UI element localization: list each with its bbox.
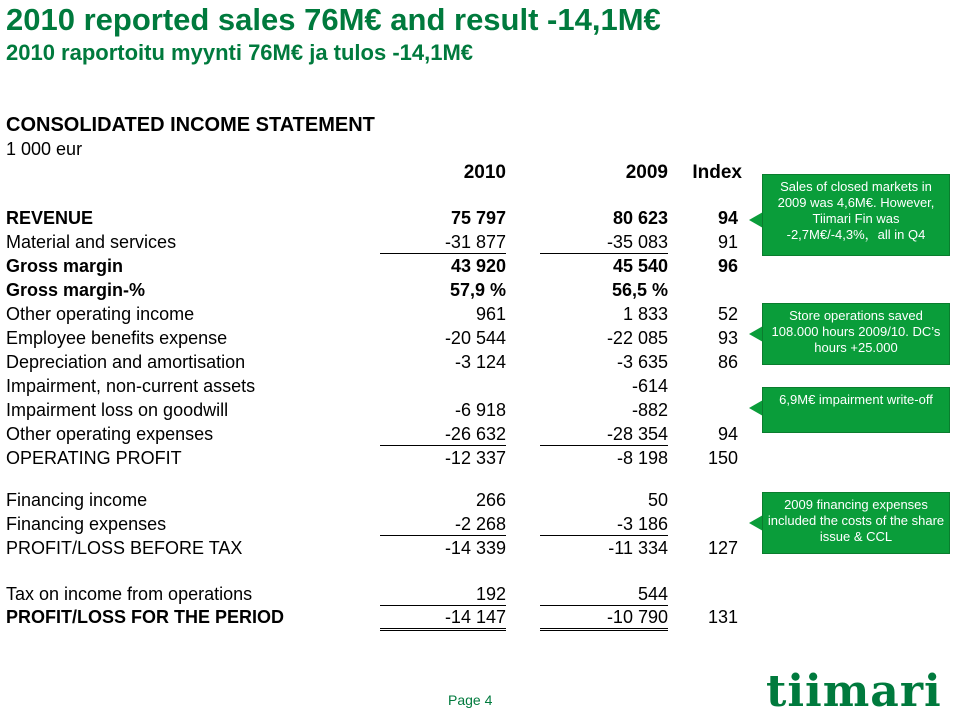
value-index: 94 bbox=[717, 208, 738, 228]
slide-subtitle: 2010 raportoitu myynti 76M€ ja tulos -14,1M€ bbox=[6, 40, 474, 65]
value-2009: -35 083 bbox=[540, 232, 668, 254]
callout-pointer bbox=[749, 400, 763, 416]
row-label: Other operating expenses bbox=[6, 424, 214, 444]
value-2010: -20 544 bbox=[444, 328, 506, 348]
callout-note: 6,9M€ impairment write-off bbox=[762, 387, 950, 433]
row-label: Material and services bbox=[6, 232, 177, 252]
value-index: 131 bbox=[707, 607, 738, 627]
row-label: Financing income bbox=[6, 490, 148, 510]
row-label: REVENUE bbox=[6, 208, 94, 228]
value-2009: -8 198 bbox=[616, 448, 668, 468]
value-2010: 57,9 % bbox=[449, 280, 506, 300]
value-index: 94 bbox=[717, 424, 738, 444]
value-2010: 43 920 bbox=[450, 256, 506, 276]
value-2010: -6 918 bbox=[454, 400, 506, 420]
value-2009: -10 790 bbox=[540, 607, 668, 631]
tiimari-logo: tiimari bbox=[766, 666, 942, 717]
value-index: 86 bbox=[717, 352, 738, 372]
callout-pointer bbox=[749, 212, 763, 228]
table-row bbox=[0, 232, 760, 256]
value-2009: -882 bbox=[631, 400, 668, 420]
callout-pointer bbox=[749, 326, 763, 342]
row-label: Gross margin-% bbox=[6, 280, 146, 300]
row-label: Impairment loss on goodwill bbox=[6, 400, 229, 420]
value-2009: 50 bbox=[647, 490, 668, 510]
column-header-2009: 2009 bbox=[625, 162, 668, 183]
value-2010: 266 bbox=[475, 490, 506, 510]
table-row bbox=[0, 352, 760, 376]
value-2009: -22 085 bbox=[606, 328, 668, 348]
value-2010: -31 877 bbox=[380, 232, 506, 254]
value-2010: -3 124 bbox=[454, 352, 506, 372]
value-2009: 56,5 % bbox=[611, 280, 668, 300]
slide-title: 2010 reported sales 76M€ and result -14,1M€ bbox=[6, 2, 661, 37]
statement-unit: 1 000 eur bbox=[6, 139, 83, 159]
table-row bbox=[0, 208, 760, 232]
column-header-2010: 2010 bbox=[463, 162, 506, 183]
value-2009: -3 635 bbox=[616, 352, 668, 372]
table-row bbox=[0, 424, 760, 448]
value-2010: 75 797 bbox=[450, 208, 506, 228]
table-row bbox=[0, 607, 760, 631]
row-label: Tax on income from operations bbox=[6, 584, 253, 604]
row-label: OPERATING PROFIT bbox=[6, 448, 182, 468]
row-label: Depreciation and amortisation bbox=[6, 352, 246, 372]
row-label: PROFIT/LOSS FOR THE PERIOD bbox=[6, 607, 285, 627]
value-2009: 45 540 bbox=[612, 256, 668, 276]
value-index: 150 bbox=[707, 448, 738, 468]
table-row bbox=[0, 376, 760, 400]
table-row bbox=[0, 304, 760, 328]
table-row bbox=[0, 280, 760, 304]
table-row bbox=[0, 538, 760, 562]
value-2010: 961 bbox=[475, 304, 506, 324]
value-2009: -3 186 bbox=[540, 514, 668, 536]
value-index: 93 bbox=[717, 328, 738, 348]
value-2010: 192 bbox=[380, 584, 506, 606]
value-2010: -12 337 bbox=[444, 448, 506, 468]
callout-note: 2009 financing expenses included the costs of the share issue & CCL bbox=[762, 492, 950, 554]
page-number: Page 4 bbox=[448, 692, 493, 708]
value-2009: -614 bbox=[631, 376, 668, 396]
table-row bbox=[0, 490, 760, 514]
value-2009: -11 334 bbox=[608, 538, 668, 558]
value-index: 52 bbox=[717, 304, 738, 324]
table-row bbox=[0, 584, 760, 608]
value-2010: -14 147 bbox=[380, 607, 506, 631]
column-header-index: Index bbox=[692, 162, 742, 183]
callout-pointer bbox=[749, 515, 763, 531]
value-2010: -26 632 bbox=[380, 424, 506, 446]
table-row bbox=[0, 328, 760, 352]
row-label: Gross margin bbox=[6, 256, 124, 276]
row-label: Employee benefits expense bbox=[6, 328, 228, 348]
row-label: Impairment, non-current assets bbox=[6, 376, 256, 396]
value-2009: -28 354 bbox=[540, 424, 668, 446]
value-2009: 80 623 bbox=[612, 208, 668, 228]
callout-note: Store operations saved 108.000 hours 2009/10. DC’s hours +25.000 bbox=[762, 303, 950, 365]
value-2009: 1 833 bbox=[622, 304, 668, 324]
row-label: PROFIT/LOSS BEFORE TAX bbox=[6, 538, 243, 558]
table-row bbox=[0, 448, 760, 472]
table-row bbox=[0, 514, 760, 538]
value-2009: 544 bbox=[540, 584, 668, 606]
value-2010: -14 339 bbox=[444, 538, 506, 558]
statement-title: CONSOLIDATED INCOME STATEMENT bbox=[6, 114, 375, 136]
table-row bbox=[0, 400, 760, 424]
row-label: Other operating income bbox=[6, 304, 195, 324]
value-index: 127 bbox=[707, 538, 738, 558]
table-row bbox=[0, 256, 760, 280]
value-index: 91 bbox=[717, 232, 738, 252]
value-2010: -2 268 bbox=[380, 514, 506, 536]
callout-note: Sales of closed markets in 2009 was 4,6M€. However, Tiimari Fin was -2,7M€/-4,3%，all in Q4 bbox=[762, 174, 950, 256]
value-index: 96 bbox=[717, 256, 738, 276]
row-label: Financing expenses bbox=[6, 514, 167, 534]
